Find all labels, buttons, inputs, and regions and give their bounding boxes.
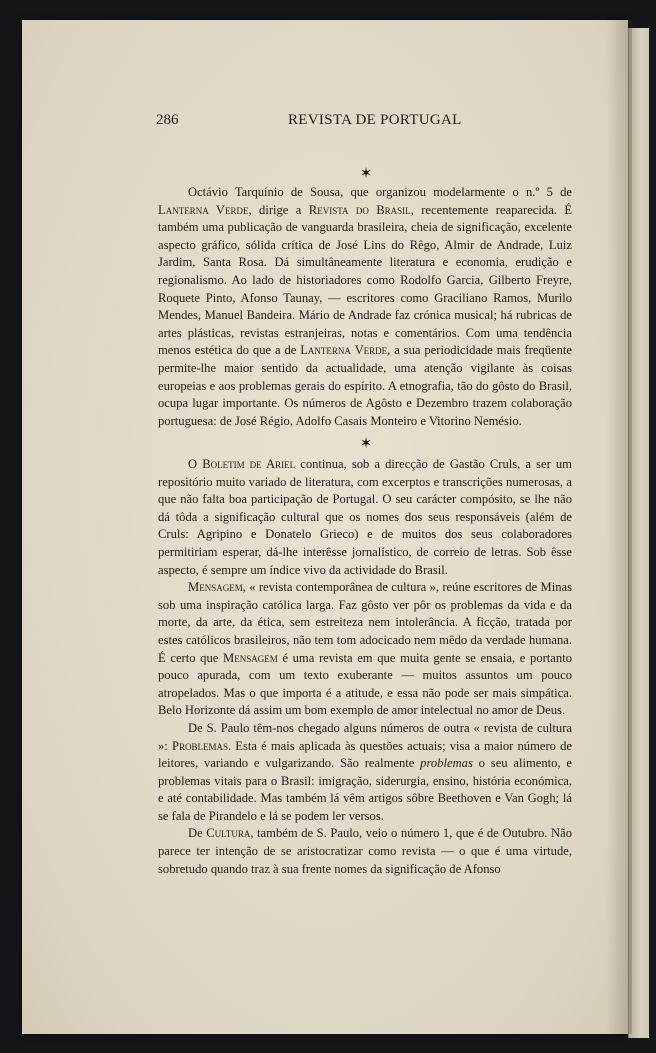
journal-name: Mensagem — [188, 580, 243, 595]
section-2 — [158, 456, 572, 878]
adjacent-page-edge — [628, 28, 649, 1038]
running-title: REVISTA DE PORTUGAL — [288, 112, 462, 128]
journal-name: Cultura — [206, 826, 251, 841]
paragraph: De S. Paulo têm-nos chegado alguns números de outra « revista de cultura »: Problemas. Esta é mais aplicada às questões actuais; visa a maior número de leitores, variando e vulgarizando. São realmente problemas o seu alimento, e problemas vitais para o Brasil: imigração, siderurgia, ensino, história económica, e até contabilidade. Mas também lá vêm artigos sôbre Beethoven e Van Gogh; lá se fala de Pirandelo e lá se podem ler versos. — [158, 720, 573, 823]
paragraph: De Cultura, também de S. Paulo, veio o número 1, que é de Outubro. Não parece ter intenção de se aristocratizar como revista — o que é uma virtude, sobretudo quando traz à sua frente nomes da significação de Afonso — [158, 826, 572, 876]
paragraph: Octávio Tarquínio de Sousa, que organizou modelarmente o n.º 5 de Lanterna Verde, dirige a Revista do Brasil, recentemente reaparecida. É também uma publicação de vanguarda brasileira, cheia de significação, excelente aspecto gráfico, sólida crítica de José Lins do Rêgo, Almir de Andrade, Luiz Jardim, Santa Rosa. Dá simultâneamente literatura e economia, erudição e regionalismo. Ao lado de historiadores como Rodolfo Garcia, Gilberto Freyre, Roquete Pinto, Afonso Taunay, — escritores como Graciliano Ramos, Murilo Mendes, Manuel Bandeira. Mário de Andrade faz crónica musical; há rubricas de artes plásticas, revistas estranjeiras, notas e comentários. Com uma tendência menos estética do que a de Lanterna Verde, a sua periodicidade mais freqüente permite-lhe maior sentido da actualidade, uma atenção vigilante às coisas europeias e aos problemas gerais do espírito. A etnografia, tão do gôsto do Brasil, ocupa lugar importante. Os números de Agôsto e Dezembro trazem colaboração portuguesa: de José Régio, Adolfo Casais Monteiro e Vitorino Nemésio. — [158, 185, 573, 428]
journal-name: Lanterna Verde — [300, 343, 388, 358]
journal-name: Revista do Brasil — [308, 202, 411, 217]
section-1 — [158, 184, 572, 430]
section-ornament: ✶ — [359, 436, 373, 452]
paragraph: O Boletim de Ariel continua, sob a direcção de Gastão Cruls, a ser um repositório muito variado de literatura, com excerptos e transcrições numerosas, a que não falta boa participação de Portugal. O seu carácter compósito, se lhe não dá tôda a significação cultural que os nomes dos seus responsáveis (além de Cruls: Agripino e Donatelo Grieco) e de muitos dos seus colaboradores permitiriam esperar, dá-lhe interêsse jornalístico, de correio de letras. Sob êsse aspecto, é sempre um índice vivo da actividade do Brasil. — [158, 457, 572, 577]
journal-name: Lanterna Verde — [158, 202, 249, 217]
journal-name: Problemas — [171, 738, 228, 753]
running-header — [156, 112, 606, 134]
emphasis: problemas — [420, 756, 473, 771]
paragraph: Mensagem, « revista contemporânea de cultura », reúne escritores de Minas sob uma inspiração católica larga. Faz gôsto ver pôr os problemas da vida e da morte, da arte, da ética, sem estreiteza nem intolerância. A ficção, tratada por estes católicos brasileiros, não tem tom adocicado nem mêdo da verdade humana. É certo que Mensagem é uma revista em que muita gente se ensaia, e portanto pouco apurada, com um texto exuberante — muitos assuntos um pouco atropelados. Mas o que importa é a atitude, e essa não pode ser mais simpática. Belo Horizonte dá assim um bom exemplo de amor intelectual no amor de Deus. — [158, 580, 572, 718]
section-ornament: ✶ — [359, 166, 373, 182]
journal-name: Boletim de Ariel — [202, 457, 296, 471]
page-number: 286 — [156, 112, 179, 128]
journal-name: Mensagem — [223, 650, 278, 665]
